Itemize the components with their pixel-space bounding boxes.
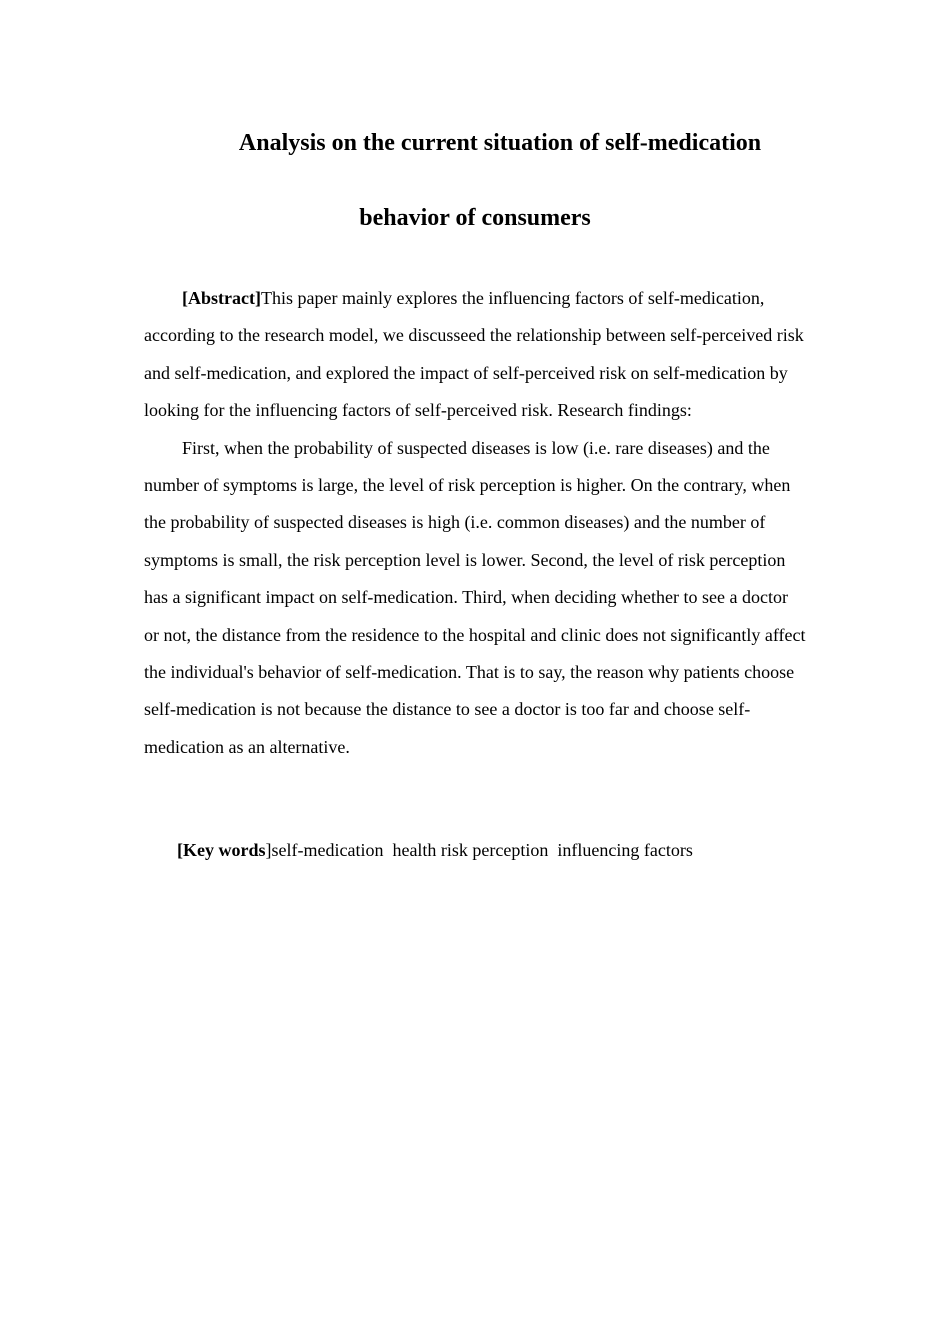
- abstract-text-2: First, when the probability of suspected diseases is low (i.e. rare diseases) and the number of symptoms is large, the level of risk perception is higher. On the contrary, when the probability of suspected diseases is high (i.e. common diseases) and the number of symptoms is small, the risk perception level is lower. Second, the level of risk perception has a significant impact on self-medication. Third, when deciding whether to see a doctor or not, the distance from the residence to the hospital and clinic does not significantly affect the individual's behavior of self-medication. That is to say, the reason why patients choose self-medication is not because the distance to see a doctor is too far and choose self-medication as an alternative.: [144, 437, 806, 757]
- abstract-label: [Abstract]: [182, 288, 261, 308]
- abstract-text-1: This paper mainly explores the influencing factors of self-medication, according to the research model, we discusseed the relationship between self-perceived risk and self-medication, and explored the impact of self-perceived risk on self-medication by looking for the influencing factors of self-perceived risk. Research findings:: [144, 288, 804, 421]
- keywords-section: [177, 836, 806, 864]
- paper-title-line-1: Analysis on the current situation of self-medication: [238, 130, 762, 156]
- abstract-section: [144, 280, 806, 766]
- keywords-label: [Key words: [177, 840, 266, 860]
- keywords-text: self-medication health risk perception influencing factors: [271, 840, 693, 860]
- keywords-bracket: ]: [265, 840, 272, 860]
- abstract-paragraph-1: [144, 280, 806, 430]
- paper-title-line-2: behavior of consumers: [359, 205, 591, 231]
- abstract-paragraph-2: [144, 430, 806, 767]
